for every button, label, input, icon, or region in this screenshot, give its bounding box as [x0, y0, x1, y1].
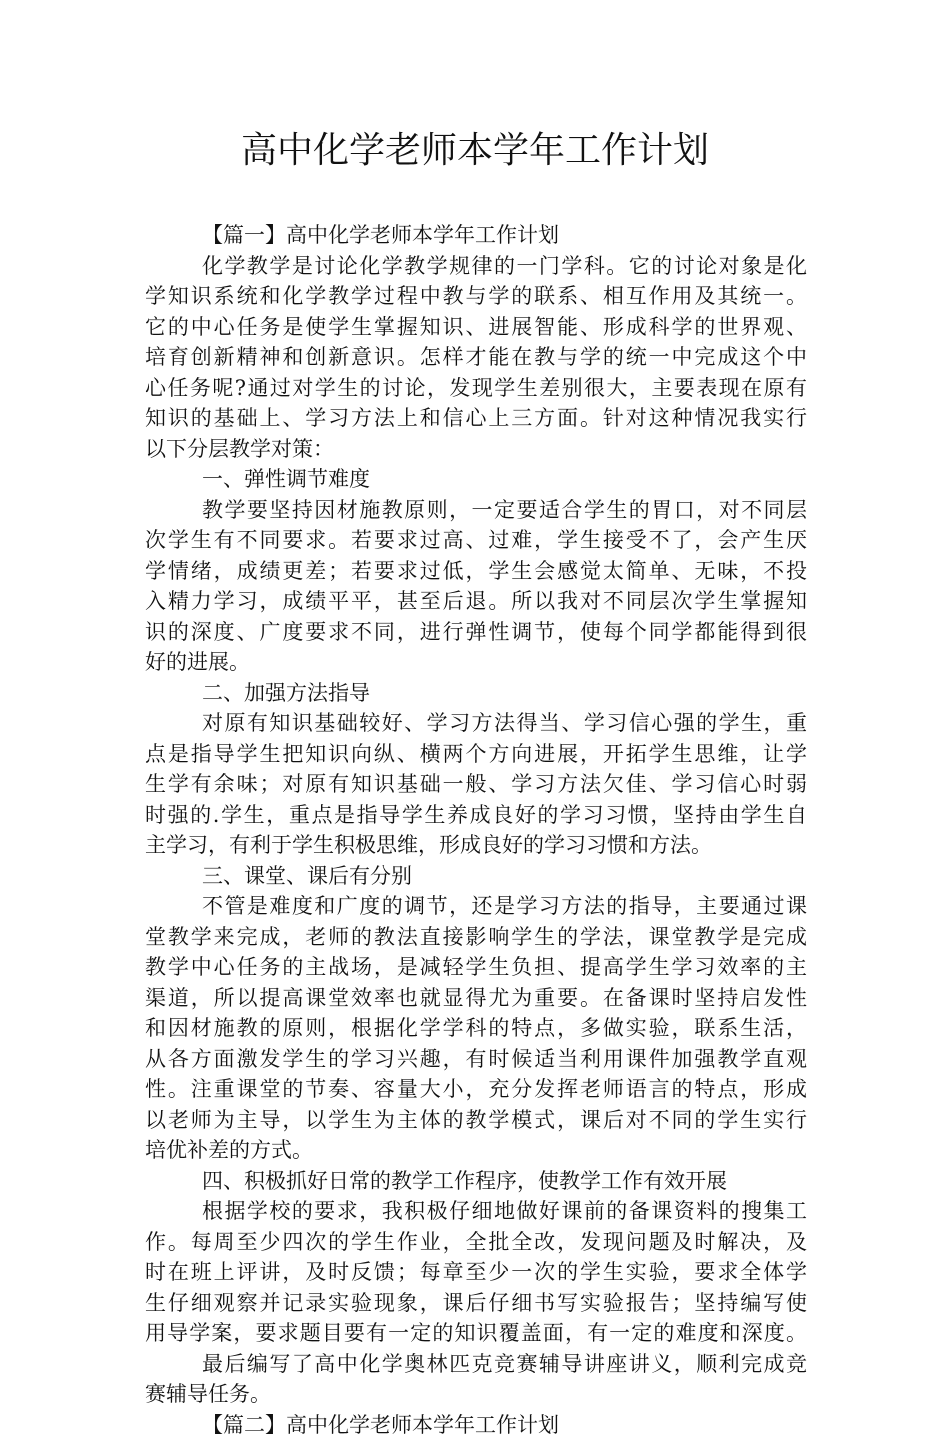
text-line: 从各方面激发学生的学习兴趣，有时候适当利用课件加强教学直观 — [145, 1044, 807, 1075]
text-line: 对原有知识基础较好、学习方法得当、学习信心强的学生，重 — [145, 708, 807, 739]
text-line: 四、积极抓好日常的教学工作程序，使教学工作有效开展 — [145, 1166, 807, 1197]
text-line: 性。注重课堂的节奏、容量大小，充分发挥老师语言的特点，形成 — [145, 1074, 807, 1105]
document-body — [145, 220, 807, 1440]
text-line: 根据学校的要求，我积极仔细地做好课前的备课资料的搜集工 — [145, 1196, 807, 1227]
text-line: 时在班上评讲，及时反馈；每章至少一次的学生实验，要求全体学 — [145, 1257, 807, 1288]
text-line: 渠道，所以提高课堂效率也就显得尤为重要。在备课时坚持启发性 — [145, 983, 807, 1014]
text-line: 点是指导学生把知识向纵、横两个方向进展，开拓学生思维，让学 — [145, 739, 807, 770]
text-line: 【篇二】高中化学老师本学年工作计划 — [145, 1410, 807, 1440]
text-line: 一、弹性调节难度 — [145, 464, 807, 495]
text-line: 堂教学来完成，老师的教法直接影响学生的学法，课堂教学是完成 — [145, 922, 807, 953]
text-line: 以下分层教学对策： — [145, 434, 807, 465]
text-line: 心任务呢?通过对学生的讨论，发现学生差别很大，主要表现在原有 — [145, 373, 807, 404]
text-line: 识的深度、广度要求不同，进行弹性调节，使每个同学都能得到很 — [145, 617, 807, 648]
text-line: 教学要坚持因材施教原则，一定要适合学生的胃口，对不同层 — [145, 495, 807, 526]
text-line: 培育创新精神和创新意识。怎样才能在教与学的统一中完成这个中 — [145, 342, 807, 373]
text-line: 培优补差的方式。 — [145, 1135, 807, 1166]
text-line: 不管是难度和广度的调节，还是学习方法的指导，主要通过课 — [145, 891, 807, 922]
text-line: 最后编写了高中化学奥林匹克竞赛辅导讲座讲义，顺利完成竞 — [145, 1349, 807, 1380]
text-line: 知识的基础上、学习方法上和信心上三方面。针对这种情况我实行 — [145, 403, 807, 434]
text-line: 生学有余味；对原有知识基础一般、学习方法欠佳、学习信心时弱 — [145, 769, 807, 800]
text-line: 入精力学习，成绩平平，甚至后退。所以我对不同层次学生掌握知 — [145, 586, 807, 617]
text-line: 用导学案，要求题目要有一定的知识覆盖面，有一定的难度和深度。 — [145, 1318, 807, 1349]
text-line: 次学生有不同要求。若要求过高、过难，学生接受不了，会产生厌 — [145, 525, 807, 556]
text-line: 和因材施教的原则，根据化学学科的特点，多做实验，联系生活， — [145, 1013, 807, 1044]
text-line: 二、加强方法指导 — [145, 678, 807, 709]
text-line: 以老师为主导，以学生为主体的教学模式，课后对不同的学生实行 — [145, 1105, 807, 1136]
text-line: 教学中心任务的主战场，是减轻学生负担、提高学生学习效率的主 — [145, 952, 807, 983]
text-line: 它的中心任务是使学生掌握知识、进展智能、形成科学的世界观、 — [145, 312, 807, 343]
text-line: 学知识系统和化学教学过程中教与学的联系、相互作用及其统一。 — [145, 281, 807, 312]
text-line: 学情绪，成绩更差；若要求过低，学生会感觉太简单、无味，不投 — [145, 556, 807, 587]
text-line: 生仔细观察并记录实验现象，课后仔细书写实验报告；坚持编写使 — [145, 1288, 807, 1319]
text-line: 作。每周至少四次的学生作业，全批全改，发现问题及时解决，及 — [145, 1227, 807, 1258]
document-title: 高中化学老师本学年工作计划 — [0, 128, 950, 174]
text-line: 三、课堂、课后有分别 — [145, 861, 807, 892]
text-line: 赛辅导任务。 — [145, 1379, 807, 1410]
text-line: 时强的.学生，重点是指导学生养成良好的学习习惯，坚持由学生自 — [145, 800, 807, 831]
text-line: 化学教学是讨论化学教学规律的一门学科。它的讨论对象是化 — [145, 251, 807, 282]
text-line: 好的进展。 — [145, 647, 807, 678]
text-line: 主学习，有利于学生积极思维，形成良好的学习习惯和方法。 — [145, 830, 807, 861]
text-line: 【篇一】高中化学老师本学年工作计划 — [145, 220, 807, 251]
